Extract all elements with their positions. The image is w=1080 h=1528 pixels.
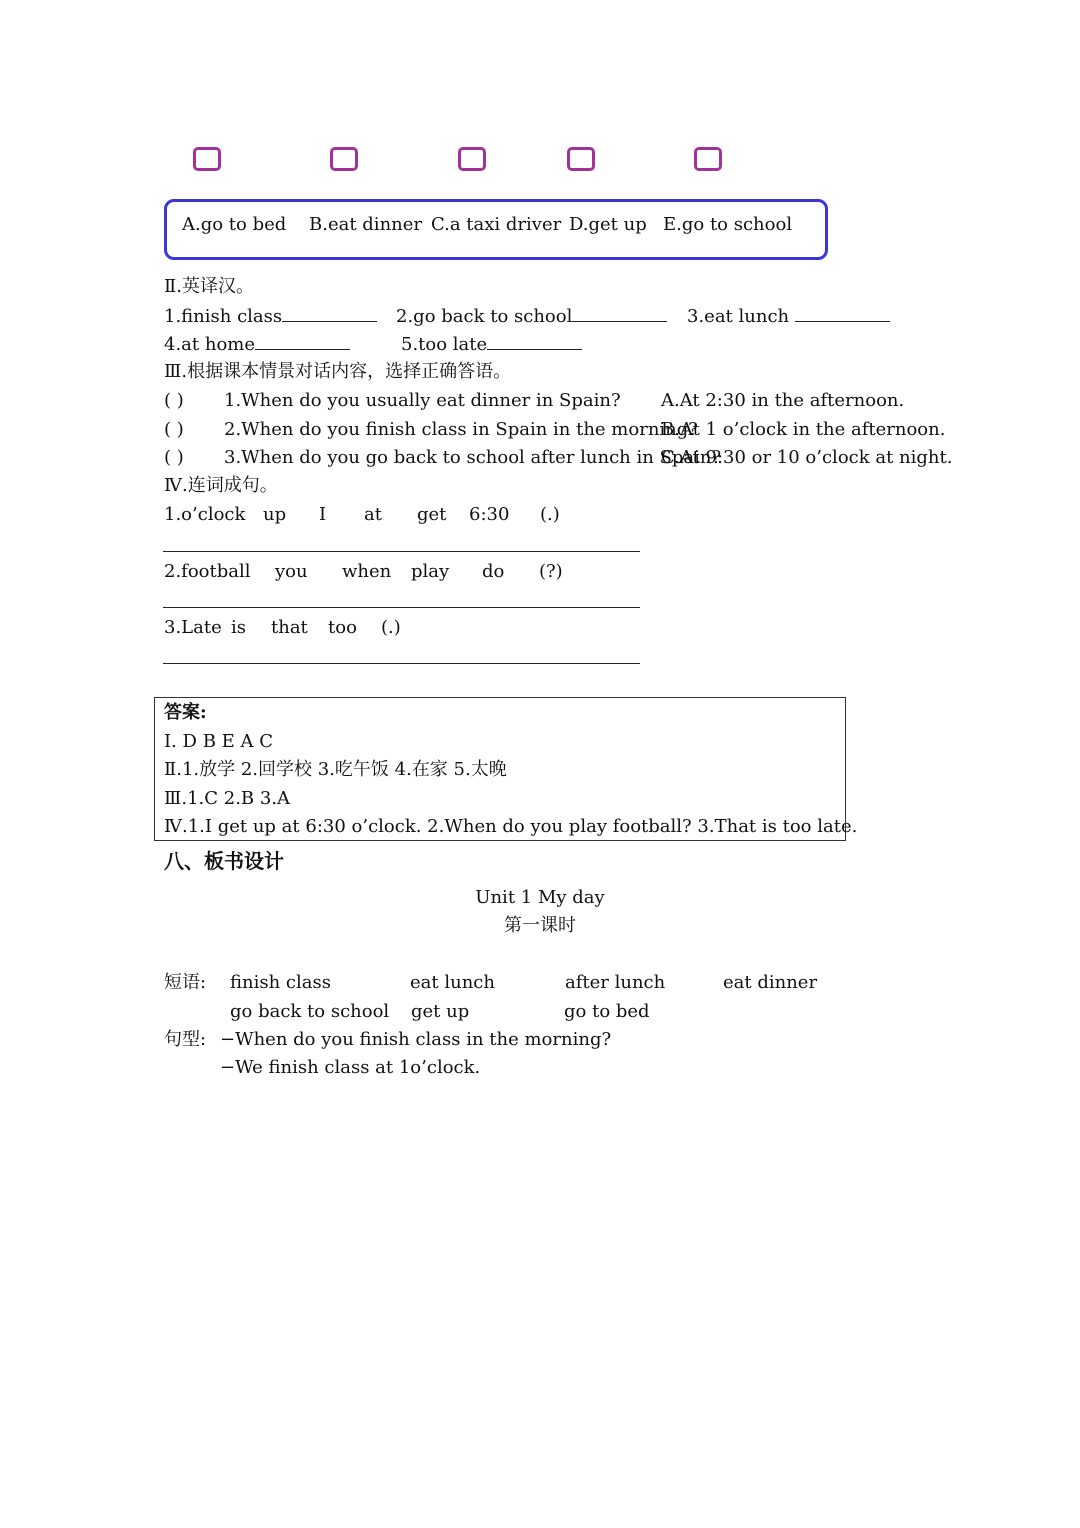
- word-bank-item: C.a taxi driver: [431, 214, 562, 235]
- scrambled-word: (.): [540, 504, 560, 525]
- phrase-item: eat lunch: [410, 972, 495, 993]
- scrambled-word: at: [364, 504, 382, 525]
- answer-paren[interactable]: ( ): [164, 390, 184, 411]
- answer-blank[interactable]: [487, 333, 582, 350]
- translate-item-2: 2.go back to school: [396, 305, 667, 328]
- answer-paren[interactable]: ( ): [164, 419, 184, 440]
- question-2: 2.When do you finish class in Spain in the morning?: [224, 419, 698, 440]
- phrase-item: eat dinner: [723, 972, 818, 993]
- pattern-line-2: −We finish class at 1o’clock.: [220, 1057, 481, 1078]
- section-title-3: Ⅲ.根据课本情景对话内容，选择正确答语。: [164, 361, 512, 382]
- answer-box-2[interactable]: [330, 147, 358, 171]
- scrambled-word: up: [263, 504, 287, 525]
- board-title: Unit 1 My day: [475, 887, 605, 908]
- option-b: B.At 1 o’clock in the afternoon.: [661, 419, 946, 440]
- scrambled-word: 2.football: [164, 561, 251, 582]
- word-bank-item: B.eat dinner: [309, 214, 423, 235]
- phrase-item: go to bed: [564, 1001, 650, 1022]
- answer-line[interactable]: [163, 551, 640, 552]
- word-bank-item: A.go to bed: [182, 214, 287, 235]
- scrambled-word: do: [482, 561, 505, 582]
- scrambled-word: is: [231, 617, 246, 638]
- answer-key-line-1: Ⅰ. D B E A C: [164, 731, 274, 752]
- question-1: 1.When do you usually eat dinner in Spain?: [224, 390, 621, 411]
- answer-line[interactable]: [163, 663, 640, 664]
- answer-blank[interactable]: [795, 305, 890, 322]
- scrambled-word: you: [275, 561, 308, 582]
- scrambled-word: 1.o’clock: [164, 504, 246, 525]
- answer-line[interactable]: [163, 607, 640, 608]
- answer-key-title: 答案:: [164, 702, 207, 723]
- section-title-4: Ⅳ.连词成句。: [164, 475, 278, 496]
- scrambled-word: (.): [381, 617, 401, 638]
- word-bank-item: E.go to school: [663, 214, 793, 235]
- scrambled-word: when: [342, 561, 392, 582]
- scrambled-word: play: [411, 561, 450, 582]
- scrambled-word: 3.Late: [164, 617, 222, 638]
- question-3: 3.When do you go back to school after lunch in Spain?: [224, 447, 722, 468]
- board-subtitle: 第一课时: [504, 915, 576, 936]
- answer-key-line-4: Ⅳ.1.I get up at 6:30 o’clock. 2.When do you play football? 3.That is too late.: [164, 816, 858, 837]
- answer-blank[interactable]: [255, 333, 350, 350]
- translate-item-1: 1.finish class: [164, 305, 377, 328]
- phrase-item: finish class: [230, 972, 331, 993]
- phrase-item: go back to school: [230, 1001, 390, 1022]
- option-c: C.At 9:30 or 10 o’clock at night.: [661, 447, 953, 468]
- answer-box-1[interactable]: [193, 147, 221, 171]
- answer-paren[interactable]: ( ): [164, 447, 184, 468]
- translate-item-5: 5.too late: [401, 333, 582, 356]
- answer-key-line-3: Ⅲ.1.C 2.B 3.A: [164, 788, 291, 809]
- section-heading-board: 八、板书设计: [164, 849, 284, 873]
- translate-item-3: 3.eat lunch: [687, 305, 890, 328]
- scrambled-word: get: [417, 504, 447, 525]
- scrambled-word: that: [271, 617, 308, 638]
- translate-item-4: 4.at home: [164, 333, 350, 356]
- answer-box-4[interactable]: [567, 147, 595, 171]
- phrase-item: after lunch: [565, 972, 666, 993]
- option-a: A.At 2:30 in the afternoon.: [661, 390, 905, 411]
- phrase-item: get up: [411, 1001, 470, 1022]
- pattern-line-1: −When do you finish class in the morning?: [220, 1029, 612, 1050]
- pattern-label: 句型:: [164, 1029, 207, 1050]
- answer-key-line-2: Ⅱ.1.放学 2.回学校 3.吃午饭 4.在家 5.太晚: [164, 759, 507, 780]
- answer-blank[interactable]: [282, 305, 377, 322]
- answer-box-5[interactable]: [694, 147, 722, 171]
- scrambled-word: I: [319, 504, 327, 525]
- phrase-label: 短语:: [164, 972, 207, 993]
- answer-box-3[interactable]: [458, 147, 486, 171]
- scrambled-word: too: [328, 617, 357, 638]
- scrambled-word: (?): [539, 561, 563, 582]
- scrambled-word: 6:30: [469, 504, 510, 525]
- answer-blank[interactable]: [572, 305, 667, 322]
- word-bank-item: D.get up: [569, 214, 647, 235]
- section-title-2: Ⅱ.英译汉。: [164, 276, 254, 297]
